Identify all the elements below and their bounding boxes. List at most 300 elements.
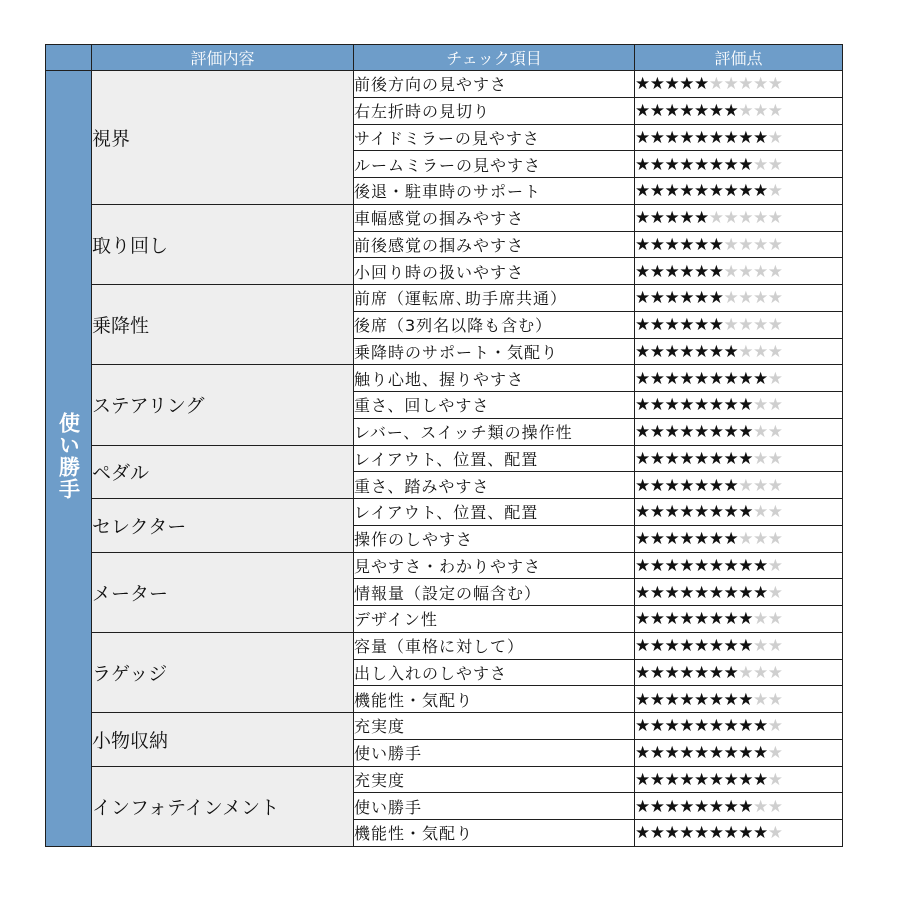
star-filled-icon: ★ <box>664 448 680 469</box>
category-name: ステアリング <box>92 365 354 445</box>
star-empty-icon: ★ <box>767 341 783 362</box>
star-rating <box>635 76 783 93</box>
star-filled-icon: ★ <box>708 555 724 576</box>
star-filled-icon: ★ <box>649 181 665 202</box>
star-filled-icon: ★ <box>649 315 665 336</box>
star-rating <box>635 825 783 842</box>
star-filled-icon: ★ <box>738 368 753 389</box>
star-empty-icon: ★ <box>753 609 768 630</box>
star-filled-icon: ★ <box>694 689 709 710</box>
star-filled-icon: ★ <box>738 127 753 148</box>
star-filled-icon: ★ <box>738 422 753 443</box>
star-empty-icon: ★ <box>753 529 768 550</box>
star-filled-icon: ★ <box>649 261 665 282</box>
star-filled-icon: ★ <box>664 368 680 389</box>
check-item-label: レイアウト、位置、配置 <box>354 499 635 526</box>
star-empty-icon: ★ <box>738 529 753 550</box>
star-empty-icon: ★ <box>723 74 739 95</box>
star-empty-icon: ★ <box>767 368 783 389</box>
star-filled-icon: ★ <box>738 448 753 469</box>
star-filled-icon: ★ <box>738 636 753 657</box>
star-filled-icon: ★ <box>753 769 768 790</box>
star-filled-icon: ★ <box>679 261 694 282</box>
score-cell <box>635 820 843 847</box>
star-empty-icon: ★ <box>753 422 768 443</box>
star-empty-icon: ★ <box>738 315 753 336</box>
score-cell <box>635 178 843 205</box>
star-rating <box>635 127 783 148</box>
star-filled-icon: ★ <box>649 101 665 122</box>
score-cell <box>635 766 843 793</box>
star-filled-icon: ★ <box>738 395 753 416</box>
star-empty-icon: ★ <box>753 662 768 683</box>
star-empty-icon: ★ <box>767 422 783 443</box>
star-filled-icon: ★ <box>635 208 650 229</box>
star-filled-icon: ★ <box>694 555 709 576</box>
section-label-cell <box>46 71 92 847</box>
star-filled-icon: ★ <box>649 555 665 576</box>
star-filled-icon: ★ <box>679 127 694 148</box>
check-item-label: 見やすさ・わかりやすさ <box>354 552 635 579</box>
star-filled-icon: ★ <box>694 636 709 657</box>
star-rating <box>635 261 783 282</box>
star-filled-icon: ★ <box>708 796 724 817</box>
category-name: メーター <box>92 552 354 632</box>
star-empty-icon: ★ <box>767 769 783 790</box>
star-filled-icon: ★ <box>723 101 739 122</box>
star-filled-icon: ★ <box>649 502 665 523</box>
star-filled-icon: ★ <box>708 154 724 175</box>
star-empty-icon: ★ <box>767 315 783 336</box>
star-rating <box>635 397 783 414</box>
star-rating <box>635 796 783 817</box>
star-empty-icon: ★ <box>767 636 783 657</box>
star-filled-icon: ★ <box>679 315 694 336</box>
star-filled-icon: ★ <box>635 555 650 576</box>
star-filled-icon: ★ <box>635 636 650 657</box>
star-rating <box>635 424 783 441</box>
star-filled-icon: ★ <box>664 208 680 229</box>
star-filled-icon: ★ <box>679 529 694 550</box>
star-filled-icon: ★ <box>694 422 709 443</box>
star-filled-icon: ★ <box>694 582 709 603</box>
star-empty-icon: ★ <box>767 395 783 416</box>
table-row <box>46 71 843 98</box>
star-filled-icon: ★ <box>649 769 665 790</box>
star-empty-icon: ★ <box>767 288 783 309</box>
star-filled-icon: ★ <box>694 208 709 229</box>
category-name: 乗降性 <box>92 285 354 365</box>
table-row <box>46 204 843 231</box>
star-filled-icon: ★ <box>664 502 680 523</box>
header-check-item: チェック項目 <box>354 45 635 71</box>
star-rating <box>635 504 783 521</box>
header-category: 評価内容 <box>92 45 354 71</box>
star-filled-icon: ★ <box>649 582 665 603</box>
star-empty-icon: ★ <box>753 636 768 657</box>
star-filled-icon: ★ <box>679 555 694 576</box>
star-empty-icon: ★ <box>767 234 783 255</box>
star-filled-icon: ★ <box>635 101 650 122</box>
star-empty-icon: ★ <box>767 662 783 683</box>
star-filled-icon: ★ <box>723 502 739 523</box>
star-filled-icon: ★ <box>664 74 680 95</box>
star-empty-icon: ★ <box>753 689 768 710</box>
star-filled-icon: ★ <box>664 127 680 148</box>
table-row <box>46 713 843 740</box>
star-rating <box>635 689 783 710</box>
star-filled-icon: ★ <box>694 74 709 95</box>
star-rating <box>635 103 783 120</box>
star-filled-icon: ★ <box>679 208 694 229</box>
score-cell <box>635 552 843 579</box>
star-empty-icon: ★ <box>753 74 768 95</box>
star-filled-icon: ★ <box>738 181 753 202</box>
section-label: 使い勝手 <box>56 412 81 501</box>
score-cell <box>635 445 843 472</box>
star-filled-icon: ★ <box>723 529 739 550</box>
star-filled-icon: ★ <box>708 475 724 496</box>
star-filled-icon: ★ <box>723 555 739 576</box>
star-rating <box>635 368 783 389</box>
star-rating <box>635 183 783 200</box>
star-empty-icon: ★ <box>767 743 783 764</box>
star-filled-icon: ★ <box>694 181 709 202</box>
score-cell <box>635 632 843 659</box>
star-filled-icon: ★ <box>635 529 650 550</box>
star-filled-icon: ★ <box>738 743 753 764</box>
header-row <box>46 45 843 71</box>
star-empty-icon: ★ <box>767 609 783 630</box>
star-filled-icon: ★ <box>679 395 694 416</box>
star-filled-icon: ★ <box>679 796 694 817</box>
star-filled-icon: ★ <box>664 395 680 416</box>
star-filled-icon: ★ <box>753 127 768 148</box>
star-empty-icon: ★ <box>767 716 783 737</box>
star-filled-icon: ★ <box>679 609 694 630</box>
star-filled-icon: ★ <box>664 234 680 255</box>
star-filled-icon: ★ <box>635 127 650 148</box>
star-empty-icon: ★ <box>767 475 783 496</box>
star-filled-icon: ★ <box>635 315 650 336</box>
star-empty-icon: ★ <box>753 234 768 255</box>
star-filled-icon: ★ <box>649 368 665 389</box>
star-filled-icon: ★ <box>649 743 665 764</box>
star-filled-icon: ★ <box>679 475 694 496</box>
star-filled-icon: ★ <box>635 769 650 790</box>
star-filled-icon: ★ <box>753 716 768 737</box>
star-filled-icon: ★ <box>649 127 665 148</box>
star-filled-icon: ★ <box>664 769 680 790</box>
star-filled-icon: ★ <box>694 368 709 389</box>
score-cell <box>635 311 843 338</box>
check-item-label: 小回り時の扱いやすさ <box>354 258 635 285</box>
star-empty-icon: ★ <box>767 448 783 469</box>
star-filled-icon: ★ <box>679 662 694 683</box>
star-filled-icon: ★ <box>708 716 724 737</box>
star-filled-icon: ★ <box>708 609 724 630</box>
star-filled-icon: ★ <box>635 74 650 95</box>
star-filled-icon: ★ <box>708 582 724 603</box>
star-filled-icon: ★ <box>679 288 694 309</box>
score-cell <box>635 499 843 526</box>
star-filled-icon: ★ <box>664 796 680 817</box>
star-filled-icon: ★ <box>635 502 650 523</box>
check-item-label: 車幅感覚の掴みやすさ <box>354 204 635 231</box>
star-filled-icon: ★ <box>723 769 739 790</box>
score-cell <box>635 71 843 98</box>
check-item-label: 容量（車格に対して） <box>354 632 635 659</box>
star-empty-icon: ★ <box>753 796 768 817</box>
star-rating <box>635 448 783 469</box>
star-filled-icon: ★ <box>723 743 739 764</box>
star-filled-icon: ★ <box>694 769 709 790</box>
star-filled-icon: ★ <box>664 582 680 603</box>
star-empty-icon: ★ <box>767 582 783 603</box>
star-filled-icon: ★ <box>694 261 709 282</box>
star-empty-icon: ★ <box>767 555 783 576</box>
score-cell <box>635 525 843 552</box>
star-filled-icon: ★ <box>694 234 709 255</box>
star-filled-icon: ★ <box>635 261 650 282</box>
star-filled-icon: ★ <box>708 368 724 389</box>
star-rating <box>635 210 783 227</box>
category-name: 視界 <box>92 71 354 205</box>
star-filled-icon: ★ <box>635 422 650 443</box>
star-empty-icon: ★ <box>753 154 768 175</box>
table-row <box>46 499 843 526</box>
star-empty-icon: ★ <box>738 208 753 229</box>
star-rating <box>635 234 783 255</box>
star-filled-icon: ★ <box>649 395 665 416</box>
star-filled-icon: ★ <box>649 341 665 362</box>
check-item-label: 前後感覚の掴みやすさ <box>354 231 635 258</box>
star-filled-icon: ★ <box>723 127 739 148</box>
star-filled-icon: ★ <box>679 368 694 389</box>
star-filled-icon: ★ <box>635 475 650 496</box>
check-item-label: サイドミラーの見やすさ <box>354 124 635 151</box>
star-rating <box>635 769 783 790</box>
star-filled-icon: ★ <box>753 555 768 576</box>
check-item-label: 機能性・気配り <box>354 820 635 847</box>
star-empty-icon: ★ <box>767 127 783 148</box>
star-filled-icon: ★ <box>708 315 724 336</box>
star-filled-icon: ★ <box>723 395 739 416</box>
check-item-label: 使い勝手 <box>354 739 635 766</box>
star-empty-icon: ★ <box>723 288 739 309</box>
star-filled-icon: ★ <box>679 823 694 844</box>
star-filled-icon: ★ <box>679 502 694 523</box>
star-filled-icon: ★ <box>723 448 739 469</box>
star-filled-icon: ★ <box>679 689 694 710</box>
score-cell <box>635 793 843 820</box>
star-filled-icon: ★ <box>708 689 724 710</box>
star-empty-icon: ★ <box>753 395 768 416</box>
star-filled-icon: ★ <box>708 181 724 202</box>
star-filled-icon: ★ <box>679 636 694 657</box>
star-filled-icon: ★ <box>679 101 694 122</box>
star-filled-icon: ★ <box>738 769 753 790</box>
star-filled-icon: ★ <box>635 368 650 389</box>
star-filled-icon: ★ <box>738 502 753 523</box>
star-empty-icon: ★ <box>767 796 783 817</box>
star-filled-icon: ★ <box>649 208 665 229</box>
star-filled-icon: ★ <box>708 261 724 282</box>
score-cell <box>635 659 843 686</box>
header-blank <box>46 45 92 71</box>
star-filled-icon: ★ <box>635 743 650 764</box>
star-filled-icon: ★ <box>738 716 753 737</box>
star-empty-icon: ★ <box>753 502 768 523</box>
star-filled-icon: ★ <box>649 234 665 255</box>
star-filled-icon: ★ <box>635 154 650 175</box>
check-item-label: 重さ、踏みやすさ <box>354 472 635 499</box>
category-name: 小物収納 <box>92 713 354 767</box>
header-score: 評価点 <box>635 45 843 71</box>
star-rating <box>635 317 783 334</box>
star-filled-icon: ★ <box>723 823 739 844</box>
score-cell <box>635 472 843 499</box>
star-filled-icon: ★ <box>664 689 680 710</box>
star-filled-icon: ★ <box>708 127 724 148</box>
star-filled-icon: ★ <box>694 796 709 817</box>
star-filled-icon: ★ <box>708 234 724 255</box>
score-cell <box>635 418 843 445</box>
check-item-label: 充実度 <box>354 766 635 793</box>
table-row <box>46 766 843 793</box>
star-filled-icon: ★ <box>708 288 724 309</box>
star-filled-icon: ★ <box>635 823 650 844</box>
star-filled-icon: ★ <box>679 234 694 255</box>
star-filled-icon: ★ <box>649 288 665 309</box>
star-rating <box>635 531 783 548</box>
star-filled-icon: ★ <box>708 101 724 122</box>
star-empty-icon: ★ <box>767 823 783 844</box>
check-item-label: 乗降時のサポート・気配り <box>354 338 635 365</box>
star-filled-icon: ★ <box>723 475 739 496</box>
star-filled-icon: ★ <box>708 662 724 683</box>
score-cell <box>635 579 843 606</box>
star-empty-icon: ★ <box>753 315 768 336</box>
score-cell <box>635 258 843 285</box>
star-empty-icon: ★ <box>753 208 768 229</box>
star-filled-icon: ★ <box>694 288 709 309</box>
star-filled-icon: ★ <box>635 582 650 603</box>
star-filled-icon: ★ <box>664 261 680 282</box>
star-filled-icon: ★ <box>679 74 694 95</box>
star-rating <box>635 638 783 655</box>
star-empty-icon: ★ <box>723 234 739 255</box>
star-filled-icon: ★ <box>723 796 739 817</box>
star-rating <box>635 745 783 762</box>
star-filled-icon: ★ <box>723 368 739 389</box>
star-filled-icon: ★ <box>694 743 709 764</box>
star-filled-icon: ★ <box>664 743 680 764</box>
check-item-label: 機能性・気配り <box>354 686 635 713</box>
star-filled-icon: ★ <box>738 154 753 175</box>
table-body <box>46 71 843 847</box>
star-filled-icon: ★ <box>635 609 650 630</box>
star-filled-icon: ★ <box>664 101 680 122</box>
star-filled-icon: ★ <box>664 529 680 550</box>
star-filled-icon: ★ <box>664 716 680 737</box>
star-empty-icon: ★ <box>753 341 768 362</box>
star-rating <box>635 582 783 603</box>
star-filled-icon: ★ <box>679 716 694 737</box>
star-empty-icon: ★ <box>708 74 724 95</box>
star-filled-icon: ★ <box>679 181 694 202</box>
star-filled-icon: ★ <box>664 475 680 496</box>
check-item-label: 操作のしやすさ <box>354 525 635 552</box>
star-filled-icon: ★ <box>635 234 650 255</box>
star-filled-icon: ★ <box>723 636 739 657</box>
star-filled-icon: ★ <box>649 448 665 469</box>
star-empty-icon: ★ <box>738 662 753 683</box>
star-filled-icon: ★ <box>723 662 739 683</box>
star-rating <box>635 611 783 628</box>
star-filled-icon: ★ <box>635 796 650 817</box>
star-filled-icon: ★ <box>664 609 680 630</box>
star-filled-icon: ★ <box>723 422 739 443</box>
star-filled-icon: ★ <box>738 689 753 710</box>
star-filled-icon: ★ <box>664 154 680 175</box>
check-item-label: レバー、スイッチ類の操作性 <box>354 418 635 445</box>
star-rating <box>635 718 783 735</box>
star-filled-icon: ★ <box>664 555 680 576</box>
star-filled-icon: ★ <box>679 769 694 790</box>
star-empty-icon: ★ <box>723 261 739 282</box>
star-empty-icon: ★ <box>738 261 753 282</box>
star-empty-icon: ★ <box>738 288 753 309</box>
star-filled-icon: ★ <box>679 448 694 469</box>
check-item-label: 前席（運転席､助手席共通） <box>354 285 635 312</box>
star-filled-icon: ★ <box>723 716 739 737</box>
star-filled-icon: ★ <box>649 796 665 817</box>
star-filled-icon: ★ <box>694 529 709 550</box>
star-empty-icon: ★ <box>753 448 768 469</box>
star-filled-icon: ★ <box>723 154 739 175</box>
star-empty-icon: ★ <box>767 689 783 710</box>
star-filled-icon: ★ <box>635 689 650 710</box>
star-empty-icon: ★ <box>767 74 783 95</box>
star-filled-icon: ★ <box>664 181 680 202</box>
star-filled-icon: ★ <box>753 743 768 764</box>
star-rating <box>635 475 783 496</box>
star-filled-icon: ★ <box>649 74 665 95</box>
star-filled-icon: ★ <box>694 716 709 737</box>
star-empty-icon: ★ <box>767 502 783 523</box>
star-filled-icon: ★ <box>694 502 709 523</box>
star-filled-icon: ★ <box>738 823 753 844</box>
star-empty-icon: ★ <box>738 74 753 95</box>
table-row <box>46 552 843 579</box>
check-item-label: 重さ、回しやすさ <box>354 392 635 419</box>
score-cell <box>635 686 843 713</box>
star-rating <box>635 341 783 362</box>
star-filled-icon: ★ <box>649 475 665 496</box>
star-filled-icon: ★ <box>723 181 739 202</box>
score-cell <box>635 338 843 365</box>
score-cell <box>635 392 843 419</box>
star-filled-icon: ★ <box>708 502 724 523</box>
score-cell <box>635 124 843 151</box>
star-empty-icon: ★ <box>708 208 724 229</box>
star-filled-icon: ★ <box>664 288 680 309</box>
check-item-label: 触り心地、握りやすさ <box>354 365 635 392</box>
star-empty-icon: ★ <box>767 208 783 229</box>
evaluation-table <box>45 44 843 847</box>
star-filled-icon: ★ <box>738 582 753 603</box>
